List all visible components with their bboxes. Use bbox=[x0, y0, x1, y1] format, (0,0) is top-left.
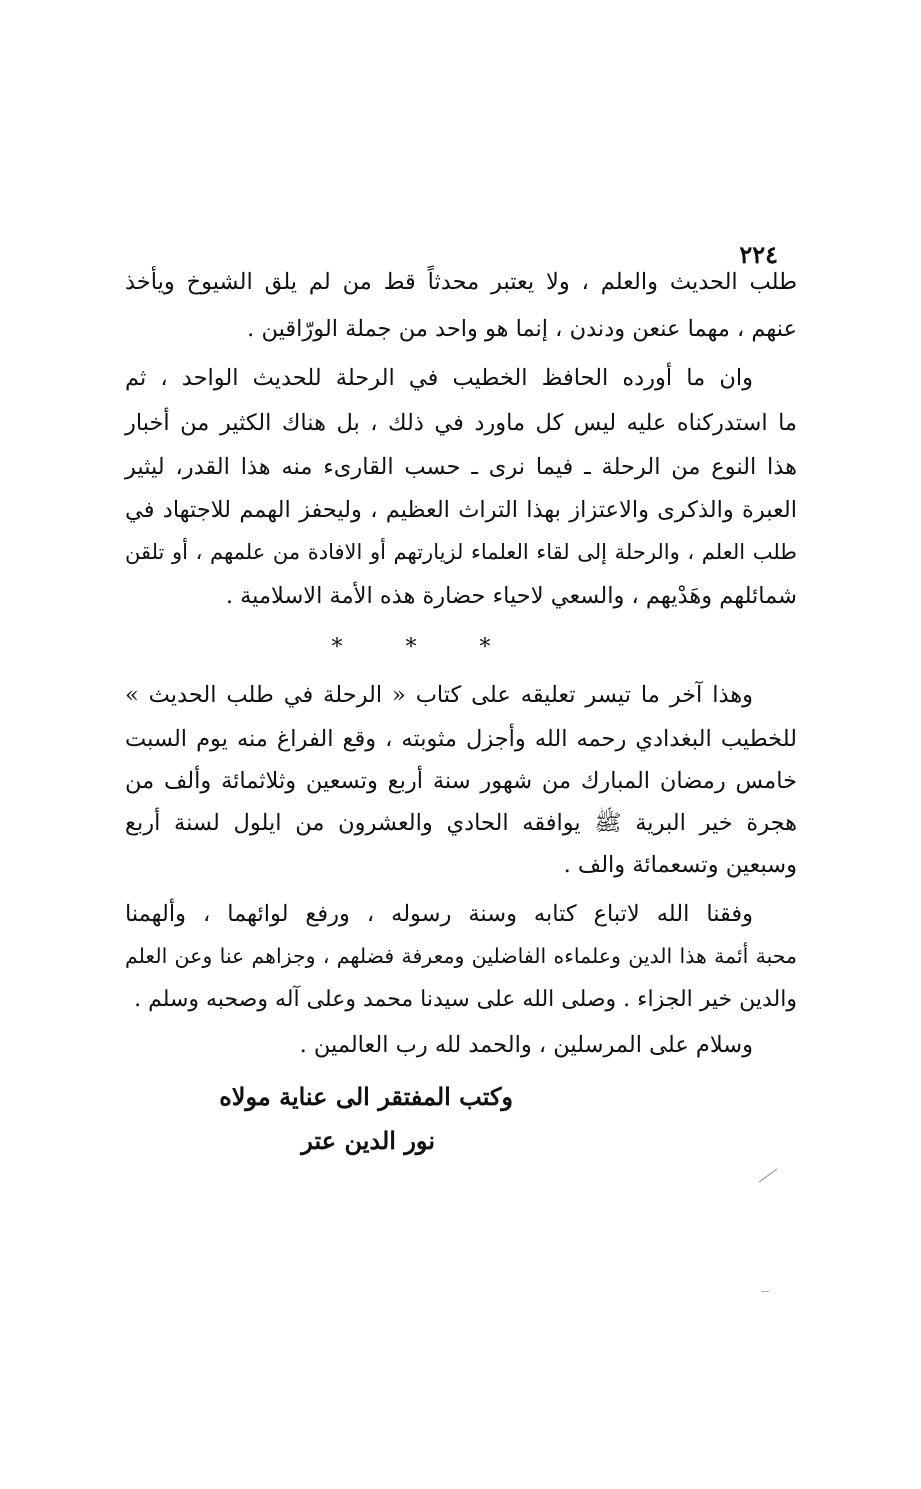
paragraph-4-line-1: وفقنا الله لاتباع كتابه وسنة رسوله ، ورفع لوائهما ، وألهمنا bbox=[125, 901, 753, 927]
paragraph-3-line-2: للخطيب البغدادي رحمه الله وأجزل مثوبته ، وقع الفراغ منه يوم السبت bbox=[125, 726, 797, 752]
paragraph-1-line-2: عنهم ، مهما عنعن ودندن ، إنما هو واحد من جملة الورّاقين . bbox=[247, 316, 797, 342]
paragraph-3-line-3: خامس رمضان المبارك من شهور سنة أربع وتسعين وثلاثمائة وألف من bbox=[125, 768, 797, 794]
signature-name: نور الدين عتر bbox=[301, 1126, 435, 1155]
paragraph-3-line-4: هجرة خير البرية ﷺ يوافقه الحادي والعشرون من ايلول لسنة أربع bbox=[125, 810, 797, 836]
paragraph-2-line-5: طلب العلم ، والرحلة إلى لقاء العلماء لزيارتهم أو الافادة من علمهم ، أو تلقن bbox=[125, 540, 797, 564]
paragraph-4-line-2: محبة أئمة هذا الدين وعلماءه الفاضلين ومعرفة فضلهم ، وجزاهم عنا وعن العلم bbox=[125, 944, 797, 968]
paragraph-2-line-6: شمائلهم وهَدْيهم ، والسعي لاحياء حضارة هذه الأمة الاسلامية . bbox=[225, 583, 797, 609]
paragraph-4-line-3: والدين خير الجزاء . وصلى الله على سيدنا محمد وعلى آله وصحبه وسلم . bbox=[134, 987, 797, 1012]
signature-line-1: وكتب المفتقر الى عناية مولاه bbox=[219, 1082, 513, 1111]
paragraph-4-line-4: وسلام على المرسلين ، والحمد لله رب العالمين . bbox=[299, 1032, 753, 1058]
paragraph-3-line-5: وسبعين وتسعمائة والف . bbox=[563, 852, 797, 878]
page-number: ٢٢٤ bbox=[739, 240, 778, 269]
paragraph-2-line-4: العبرة والذكرى والاعتزاز بهذا التراث العظيم ، وليحفز الهمم للاجتهاد في bbox=[125, 497, 797, 523]
paragraph-2-line-3: هذا النوع من الرحلة ـ فيما نرى ـ حسب القارىء منه هذا القدر، ليثير bbox=[125, 454, 797, 480]
stray-dot-mark bbox=[761, 1290, 769, 1293]
paragraph-1-line-1: طلب الحديث والعلم ، ولا يعتبر محدثاً قط من لم يلق الشيوخ ويأخذ bbox=[125, 269, 797, 295]
paragraph-2-line-1: وان ما أورده الحافظ الخطيب في الرحلة للحديث الواحد ، ثم bbox=[125, 365, 753, 391]
section-separator: * * * bbox=[331, 635, 519, 660]
paragraph-2-line-2: ما استدركناه عليه ليس كل ماورد في ذلك ، بل هناك الكثير من أخبار bbox=[125, 410, 797, 436]
paragraph-3-line-1: وهذا آخر ما تيسر تعليقه على كتاب « الرحلة في طلب الحديث » bbox=[125, 682, 753, 708]
stray-pen-mark bbox=[758, 1167, 778, 1183]
